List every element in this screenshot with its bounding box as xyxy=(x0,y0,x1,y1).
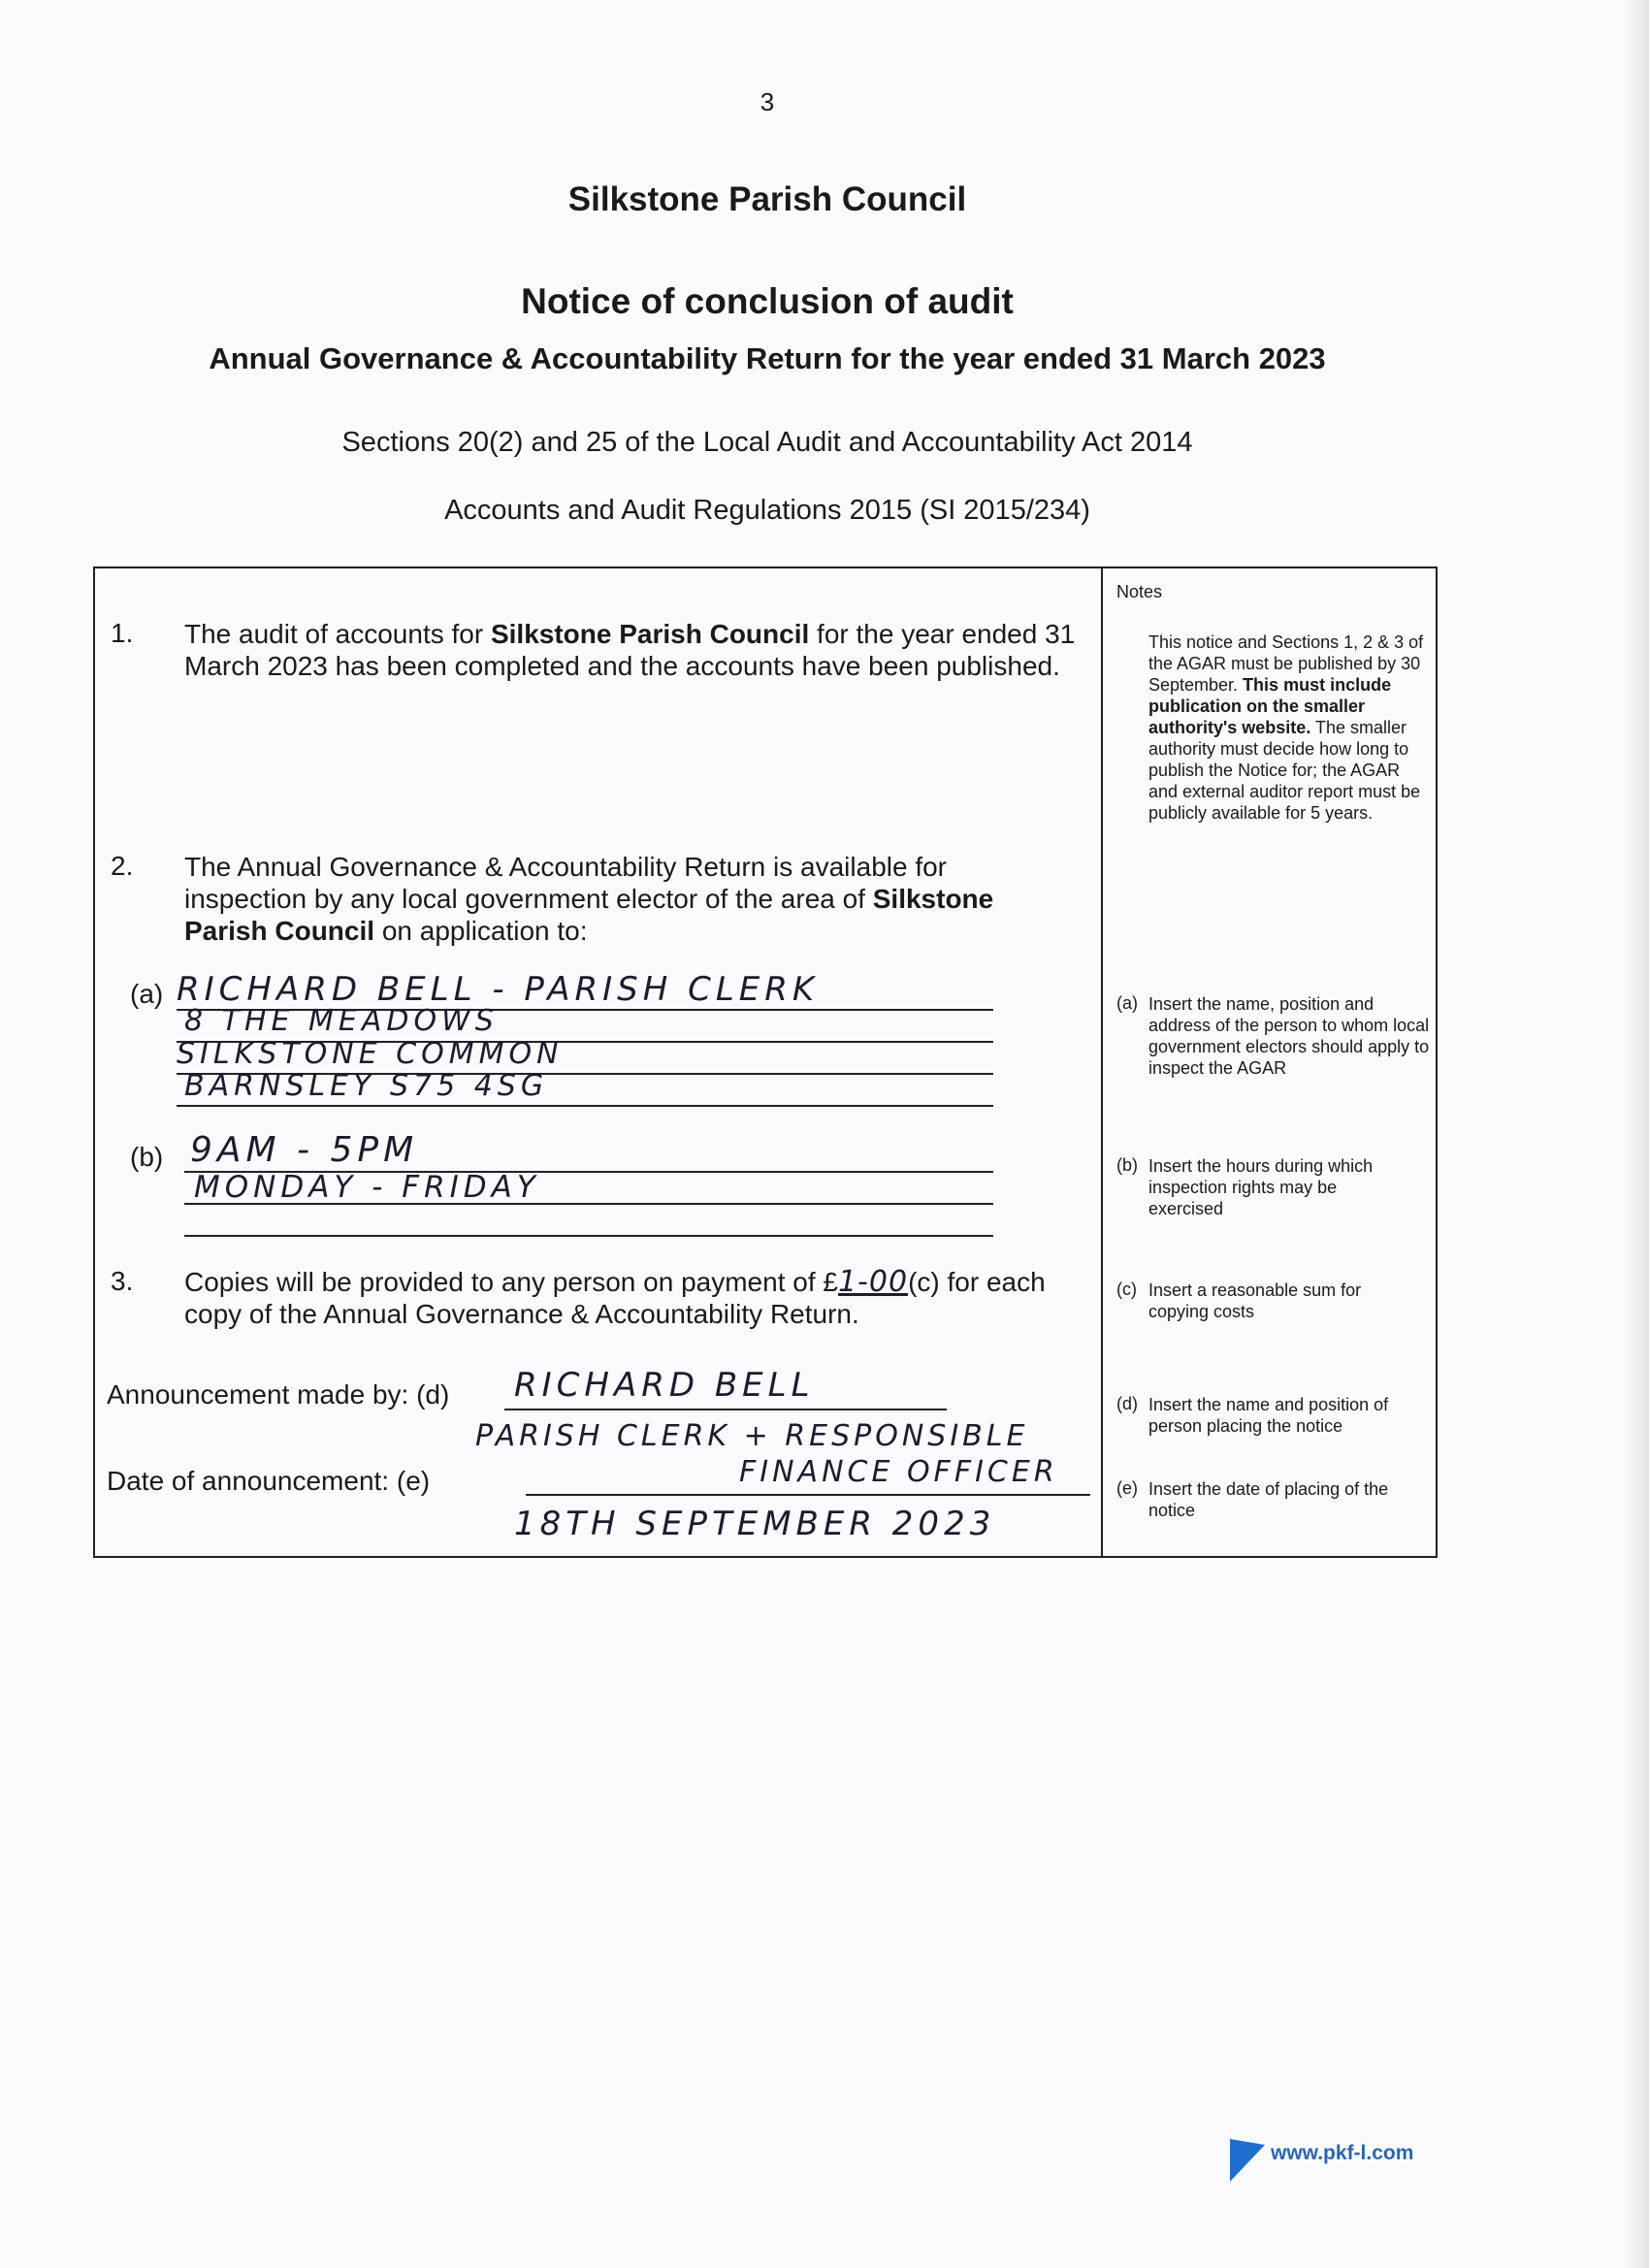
footer-url[interactable]: www.pkf-l.com xyxy=(1271,2142,1414,2164)
announcement-date-rule xyxy=(526,1494,1090,1496)
field-a-line-3: SILKSTONE COMMON xyxy=(177,1037,564,1071)
note-e-text: Insert the date of placing of the notice xyxy=(1148,1479,1389,1520)
field-a-rule-4 xyxy=(177,1105,993,1107)
section-3-text-start: Copies will be provided to any person on payment of £ xyxy=(184,1267,838,1297)
council-title: Silkstone Parish Council xyxy=(567,180,967,218)
note-c-text: Insert a reasonable sum for copying costs xyxy=(1148,1280,1362,1321)
section-2-text-start: The Annual Governance & Accountability Return is available for inspection by any local government elector of the area of xyxy=(184,852,948,914)
notes-intro-start: This notice and Sections 1, 2 & 3 of the AGAR must be published by 30 September. xyxy=(1148,632,1424,695)
regulations-reference: Accounts and Audit Regulations 2015 (SI 2015/234) xyxy=(444,495,1090,526)
section-3-text xyxy=(184,1266,1086,1330)
section-3-text-end: (c) for each copy of the Annual Governance & Accountability Return. xyxy=(184,1267,1046,1329)
announcement-name-rule xyxy=(504,1409,947,1410)
section-2-number: 2. xyxy=(111,851,134,881)
notice-title: Notice of conclusion of audit xyxy=(521,281,1014,321)
notes-publication-intro xyxy=(1148,632,1430,824)
announcement-made-by-label: Announcement made by: (d) xyxy=(107,1379,450,1409)
field-a-line-4: BARNSLEY S75 4SG xyxy=(184,1069,549,1103)
field-b-label: (b) xyxy=(130,1142,164,1172)
note-c-tag: (c) xyxy=(1116,1280,1137,1299)
section-1-text-end: for the year ended 31 March 2023 has been completed and the accounts have been published. xyxy=(184,619,1076,681)
pkf-logo-icon xyxy=(1230,2139,1265,2182)
section-1-text xyxy=(184,618,1086,682)
note-b-tag: (b) xyxy=(1116,1155,1138,1175)
notes-column-divider xyxy=(1101,567,1103,1558)
note-d-text: Insert the name and position of person placing the notice xyxy=(1148,1395,1389,1436)
notes-heading: Notes xyxy=(1116,582,1163,601)
section-1-text-start: The audit of accounts for xyxy=(184,619,491,649)
note-b-text: Insert the hours during which inspection rights may be exercised xyxy=(1148,1156,1374,1218)
announcement-position-line-1: PARISH CLERK + RESPONSIBLE xyxy=(475,1419,1029,1453)
note-a-text: Insert the name, position and address of the person to whom local government electors should apply to inspect the AGAR xyxy=(1148,994,1430,1078)
announcement-position-line-2: FINANCE OFFICER xyxy=(739,1455,1058,1489)
field-a-label: (a) xyxy=(130,979,164,1009)
section-2-text-end: on application to: xyxy=(374,916,588,946)
section-2-text xyxy=(184,851,1067,947)
section-1-council-name: Silkstone Parish Council xyxy=(490,619,810,649)
act-reference: Sections 20(2) and 25 of the Local Audit and Accountability Act 2014 xyxy=(341,427,1193,458)
note-e-tag: (e) xyxy=(1116,1478,1138,1498)
announcement-name: RICHARD BELL xyxy=(514,1366,815,1405)
section-3-number: 3. xyxy=(111,1266,134,1296)
section-2-council-name: Silkstone Parish Council xyxy=(184,884,994,946)
field-b-rule-2 xyxy=(184,1203,993,1205)
field-a-line-2: 8 THE MEADOWS xyxy=(184,1004,499,1038)
field-b-line-2: MONDAY - FRIDAY xyxy=(194,1170,540,1205)
section-1-number: 1. xyxy=(111,618,134,648)
copy-fee-amount: 1-00 xyxy=(837,1265,909,1299)
agar-subtitle: Annual Governance & Accountability Return for the year ended 31 March 2023 xyxy=(209,341,1326,375)
note-d-tag: (d) xyxy=(1116,1394,1138,1413)
field-a-line-1: RICHARD BELL - PARISH CLERK xyxy=(177,970,820,1009)
page-number: 3 xyxy=(760,87,775,116)
note-a-tag: (a) xyxy=(1116,993,1138,1013)
field-b-line-1: 9AM - 5PM xyxy=(190,1130,419,1170)
notes-intro-end: The smaller authority must decide how long to publish the Notice for; the AGAR and external auditor report must be publicly available for 5 years. xyxy=(1148,718,1421,823)
announcement-date: 18TH SEPTEMBER 2023 xyxy=(514,1505,996,1543)
notes-intro-bold: This must include publication on the smaller authority's website. xyxy=(1148,675,1392,737)
page-edge-shadow xyxy=(1624,0,1649,2268)
field-b-rule-3 xyxy=(184,1235,993,1237)
announcement-date-label: Date of announcement: (e) xyxy=(107,1466,431,1496)
